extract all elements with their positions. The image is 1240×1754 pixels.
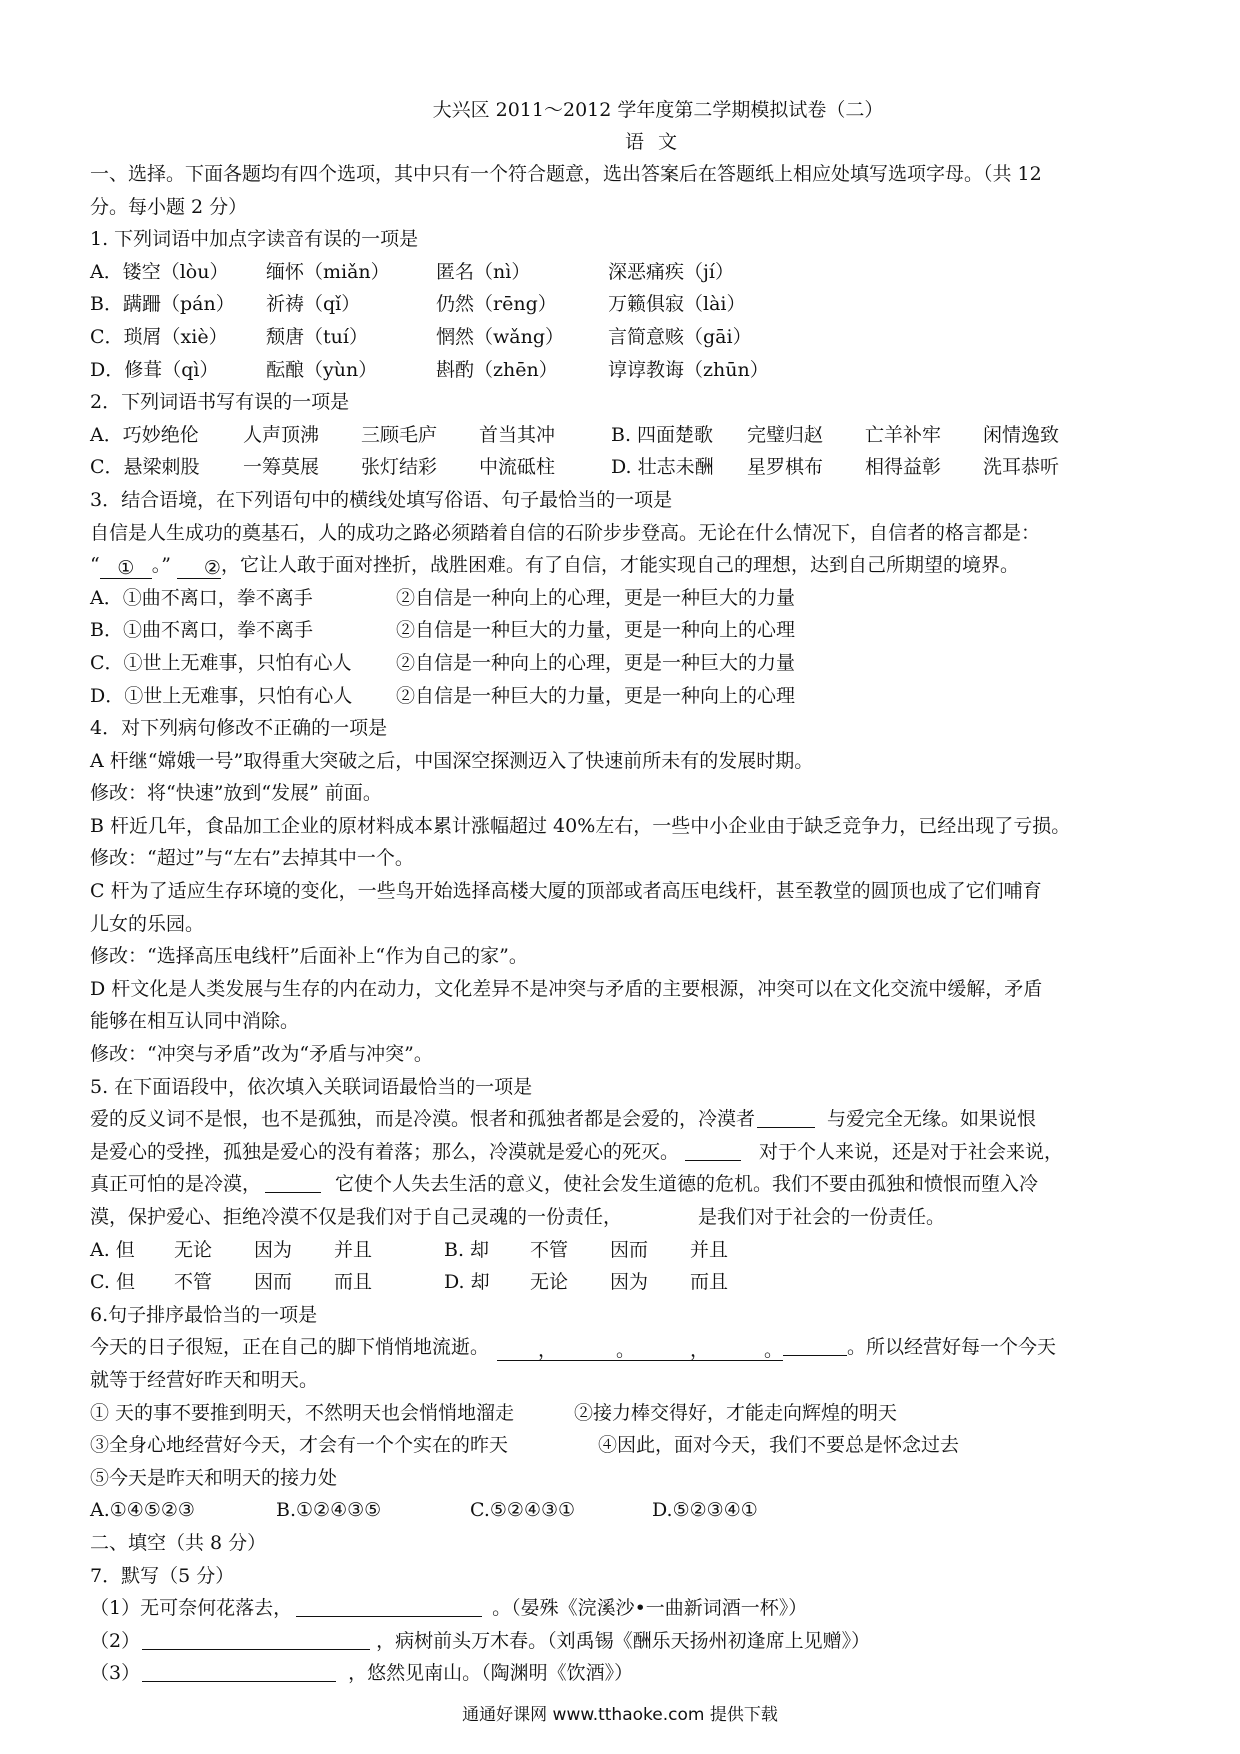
q6-option: A.①④⑤②③ <box>90 1499 195 1522</box>
q2-stem: 2．下列词语书写有误的一项是 <box>90 391 350 414</box>
q6-blank-sep: 。 <box>616 1339 636 1362</box>
q5-blank-1 <box>757 1107 815 1128</box>
q6-sentence: ① 天的事不要推到明天，不然明天也会悄悄地溜走 <box>90 1401 515 1424</box>
q5-option-cell: B. 却 <box>444 1238 490 1261</box>
q6-blank-sep: ， <box>690 1339 710 1362</box>
q2-option-cell: A．巧妙绝伦 <box>90 423 199 446</box>
q7-item-1 <box>90 1592 1186 1625</box>
q5-option-cell: 无论 <box>174 1238 213 1261</box>
q6-line-2: 就等于经营好昨天和明天。 <box>90 1368 319 1391</box>
q5-option-cell: 不管 <box>174 1271 213 1294</box>
q7-blank-1 <box>296 1596 482 1617</box>
q5-text: 真正可怕的是冷漠， <box>90 1173 262 1196</box>
q6-blank-sep: ， <box>538 1339 558 1362</box>
q4-line: 修改：“超过”与“左右”去掉其中一个。 <box>90 847 414 870</box>
q3-option-row <box>90 614 1186 647</box>
q7-text: （2） <box>90 1629 141 1652</box>
q5-option-cell: 而且 <box>334 1271 373 1294</box>
q3-options <box>90 582 1186 712</box>
q4-line: 修改：“冲突与矛盾”改为“矛盾与冲突”。 <box>90 1043 433 1066</box>
q2-option-cell: C．悬梁刺股 <box>90 456 200 479</box>
q1-option-cell: 酝酿（yùn） <box>266 358 378 381</box>
q4-line: 修改：将“快速”放到“发展” 前面。 <box>90 782 382 805</box>
q6-blank-5 <box>783 1335 847 1356</box>
q2-option-cell: 张灯结彩 <box>361 456 438 479</box>
q3-option-cell: C．①世上无难事，只怕有心人 <box>90 651 352 674</box>
q4-stem: 4．对下列病句修改不正确的一项是 <box>90 717 388 740</box>
q6-blank-2 <box>557 1340 635 1361</box>
q2-option-cell: 中流砥柱 <box>479 456 556 479</box>
q6-blank-3 <box>635 1340 709 1361</box>
q5-blank-2 <box>685 1140 741 1161</box>
q1-option-cell: 谆谆教诲（zhūn） <box>608 358 769 381</box>
q5-line-1 <box>90 1103 1186 1136</box>
q3-option-cell: D．①世上无难事，只怕有心人 <box>90 684 353 707</box>
section1-heading: 一、选择。下面各题均有四个选项，其中只有一个符合题意，选出答案后在答题纸上相应处填写选项字母。（共 12 <box>90 163 1042 185</box>
q1-option-cell: 仍然（rēng） <box>436 293 557 316</box>
q5-option-cell: D. 却 <box>444 1271 490 1294</box>
q1-option-row <box>90 321 1186 354</box>
q3-paragraph-rest: ，它让人敢于面对挫折，战胜困难。有了自信，才能实现自己的理想，达到自己所期望的境界。 <box>220 554 1019 577</box>
q4-content <box>90 745 1186 1071</box>
q3-option-cell: ②自信是一种巨大的力量，更是一种向上的心理 <box>396 619 796 642</box>
q4-line: B 杆近几年，食品加工企业的原材料成本累计涨幅超过 40%左右，一些中小企业由于缺乏竞争力，已经出现了亏损。 <box>90 814 1071 837</box>
q6-option: C.⑤②④③① <box>470 1499 576 1522</box>
page-footer: 通通好课网 www.tthaoke.com 提供下载 <box>462 1705 778 1725</box>
q5-line-3 <box>90 1168 1186 1201</box>
q2-option-row <box>90 419 1186 452</box>
q5-option-cell: 因而 <box>610 1238 649 1261</box>
subject-title: 语文 <box>624 131 691 153</box>
q4-line: A 杆继“嫦娥一号”取得重大突破之后，中国深空探测迈入了快速前所未有的发展时期。 <box>90 749 814 772</box>
q3-stem: 3．结合语境，在下列语句中的横线处填写俗语、句子最恰当的一项是 <box>90 488 673 511</box>
q3-blank-1-label: ① <box>117 557 135 580</box>
q1-options <box>90 256 1186 386</box>
q6-line-1 <box>90 1331 1186 1364</box>
q1-option-cell: 祈祷（qǐ） <box>266 293 361 316</box>
q4-line: D 杆文化是人类发展与生存的内在动力，文化差异不是冲突与矛盾的主要根源，冲突可以在文化交流中缓解，矛盾 <box>90 977 1043 1000</box>
q1-option-cell: B．蹒跚（pán） <box>90 293 235 316</box>
q5-text: 漠，保护爱心、拒绝冷漠不仅是我们对于自己灵魂的一份责任， <box>90 1206 623 1228</box>
q4-line: 修改：“选择高压电线杆”后面补上“作为自己的家”。 <box>90 945 528 968</box>
q7-stem: 7．默写（5 分） <box>90 1564 235 1587</box>
q5-text: 对于个人来说，还是对于社会来说， <box>759 1140 1064 1163</box>
q4-line: 儿女的乐园。 <box>90 912 205 935</box>
section2-heading: 二、填空（共 8 分） <box>90 1531 267 1554</box>
q3-option-cell: B．①曲不离口，拳不离手 <box>90 619 313 642</box>
q5-option-cell: 因而 <box>254 1271 293 1294</box>
q2-option-cell: 闲情逸致 <box>983 423 1060 446</box>
q6-text: 今天的日子很短，正在自己的脚下悄悄地流逝。 <box>90 1336 490 1359</box>
q5-option-cell: 无论 <box>530 1271 569 1294</box>
q2-option-row <box>90 451 1186 484</box>
q5-option-row <box>90 1234 1186 1267</box>
q3-paragraph: 自信是人生成功的奠基石，人的成功之路必须踏着自信的石阶步步登高。无论在什么情况下，自信者的格言都是： <box>90 521 1041 544</box>
q5-text: 与爱完全无缘。如果说恨 <box>827 1108 1037 1131</box>
q6-sentence: ②接力棒交得好，才能走向辉煌的明天 <box>574 1401 898 1424</box>
q7-blank-2 <box>142 1629 370 1650</box>
q7-text: ，病树前头万木春。（刘禹锡《酬乐天扬州初逢席上见赠》） <box>376 1629 871 1652</box>
q1-option-cell: 万籁俱寂（lài） <box>608 293 746 316</box>
q6-sentence-5: ⑤今天是昨天和明天的接力处 <box>90 1466 338 1489</box>
q6-option: B.①②④③⑤ <box>276 1499 382 1522</box>
q2-option-cell: D. 壮志未酬 <box>611 456 714 479</box>
q3-blank-2-label: ② <box>203 557 221 580</box>
q5-option-cell: A. 但 <box>90 1238 135 1261</box>
q5-blank-3 <box>265 1172 321 1193</box>
q6-sentence: ④因此，面对今天，我们不要总是怀念过去 <box>598 1434 960 1457</box>
q2-option-cell: 首当其冲 <box>479 423 556 446</box>
q6-options <box>90 1494 1186 1527</box>
section1-heading-cont: 分。每小题 2 分） <box>90 195 248 218</box>
q4-line: 能够在相互认同中消除。 <box>90 1010 300 1033</box>
q1-option-cell: 斟酌（zhēn） <box>436 358 558 381</box>
q6-sentences-row-1 <box>90 1397 1186 1430</box>
q1-option-row <box>90 354 1186 387</box>
q5-text: 它使个人失去生活的意义，使社会发生道德的危机。我们不要由孤独和愤恨而堕入冷 <box>335 1173 1039 1196</box>
q3-option-cell: ②自信是一种向上的心理，更是一种巨大的力量 <box>396 586 796 609</box>
q1-option-cell: 惘然（wǎng） <box>436 325 564 348</box>
q1-stem: 1. 下列词语中加点字读音有误的一项是 <box>90 228 419 251</box>
q5-options <box>90 1234 1186 1299</box>
q2-option-cell: 星罗棋布 <box>747 456 824 479</box>
q3-option-cell: A．①曲不离口，拳不离手 <box>90 586 313 609</box>
q6-stem: 6.句子排序最恰当的一项是 <box>90 1303 318 1326</box>
q6-blank-sep: 。 <box>764 1339 784 1362</box>
q3-blank-2 <box>177 558 221 579</box>
q7-text: （3） <box>90 1662 141 1685</box>
q6-blank-1 <box>497 1340 557 1361</box>
q3-option-row <box>90 647 1186 680</box>
q1-option-row <box>90 288 1186 321</box>
q2-option-cell: 完璧归赵 <box>747 423 824 446</box>
q6-option: D.⑤②③④① <box>652 1499 758 1522</box>
q2-option-cell: 相得益彰 <box>865 456 942 479</box>
q3-paragraph-line2 <box>90 549 1186 582</box>
q2-option-cell: 一筹莫展 <box>243 456 320 479</box>
q5-option-cell: 因为 <box>610 1271 649 1294</box>
q3-option-row <box>90 582 1186 615</box>
q5-option-cell: 并且 <box>690 1238 729 1261</box>
q5-text: 是爱心的受挫，孤独是爱心的没有着落；那么，冷漠就是爱心的死灭。 <box>90 1140 680 1163</box>
q1-option-cell: 言简意赅（gāi） <box>608 325 752 348</box>
q2-options <box>90 419 1186 484</box>
q5-option-cell: 因为 <box>254 1238 293 1261</box>
q7-text: ，悠然见南山。（陶渊明《饮酒》） <box>348 1662 634 1685</box>
q1-option-cell: 颓唐（tuí） <box>266 325 368 348</box>
q1-option-cell: C．琐屑（xiè） <box>90 325 228 348</box>
q5-option-row <box>90 1266 1186 1299</box>
q5-line-4 <box>90 1201 1186 1234</box>
q1-option-cell: A．镂空（lòu） <box>90 260 229 283</box>
q5-option-cell: 不管 <box>530 1238 569 1261</box>
q5-option-cell: C. 但 <box>90 1271 135 1294</box>
q3-quote-open: “ <box>90 554 100 577</box>
q6-sentences-row-2 <box>90 1429 1186 1462</box>
q1-option-cell: D．修葺（qì） <box>90 358 219 381</box>
q7-blank-3 <box>142 1661 336 1682</box>
q3-quote-close: 。” <box>151 554 171 577</box>
q7-item-2 <box>90 1625 1186 1658</box>
q2-option-cell: 三顾毛庐 <box>361 423 438 446</box>
q5-option-cell: 并且 <box>334 1238 373 1261</box>
q5-text: 是我们对于社会的一份责任。 <box>698 1206 946 1228</box>
q7-item-3 <box>90 1657 1186 1690</box>
q3-option-cell: ②自信是一种巨大的力量，更是一种向上的心理 <box>396 684 796 707</box>
q6-blank-4 <box>709 1340 783 1361</box>
exam-title: 大兴区 2011～2012 学年度第二学期模拟试卷（二） <box>432 99 884 121</box>
q5-line-2 <box>90 1136 1186 1169</box>
q6-sentence: ③全身心地经营好今天，才会有一个个实在的昨天 <box>90 1434 509 1457</box>
q2-option-cell: 洗耳恭听 <box>983 456 1060 479</box>
q2-option-cell: B. 四面楚歌 <box>611 423 714 446</box>
q5-option-cell: 而且 <box>690 1271 729 1294</box>
q6-text: 。所以经营好每一个今天 <box>847 1336 1057 1359</box>
q3-option-row <box>90 680 1186 713</box>
q5-stem: 5. 在下面语段中，依次填入关联词语最恰当的一项是 <box>90 1075 533 1098</box>
q7-text: （1）无可奈何花落去， <box>90 1597 293 1620</box>
q1-option-cell: 深恶痛疾（jí） <box>608 260 734 283</box>
q3-option-cell: ②自信是一种向上的心理，更是一种巨大的力量 <box>396 651 796 674</box>
q4-line: C 杆为了适应生存环境的变化，一些鸟开始选择高楼大厦的顶部或者高压电线杆，甚至教堂的圆顶也成了它们哺育 <box>90 880 1042 903</box>
q1-option-cell: 匿名（nì） <box>436 260 531 283</box>
q2-option-cell: 亡羊补牢 <box>865 423 942 446</box>
q1-option-cell: 缅怀（miǎn） <box>266 260 390 283</box>
q5-text: 爱的反义词不是恨，也不是孤独，而是冷漠。恨者和孤独者都是会爱的，冷漠者 <box>90 1108 756 1131</box>
q2-option-cell: 人声顶沸 <box>243 423 320 446</box>
q7-text: 。（晏殊《浣溪沙•一曲新词酒一杯》） <box>492 1597 808 1620</box>
q1-option-row <box>90 256 1186 289</box>
q3-blank-1 <box>100 558 152 579</box>
